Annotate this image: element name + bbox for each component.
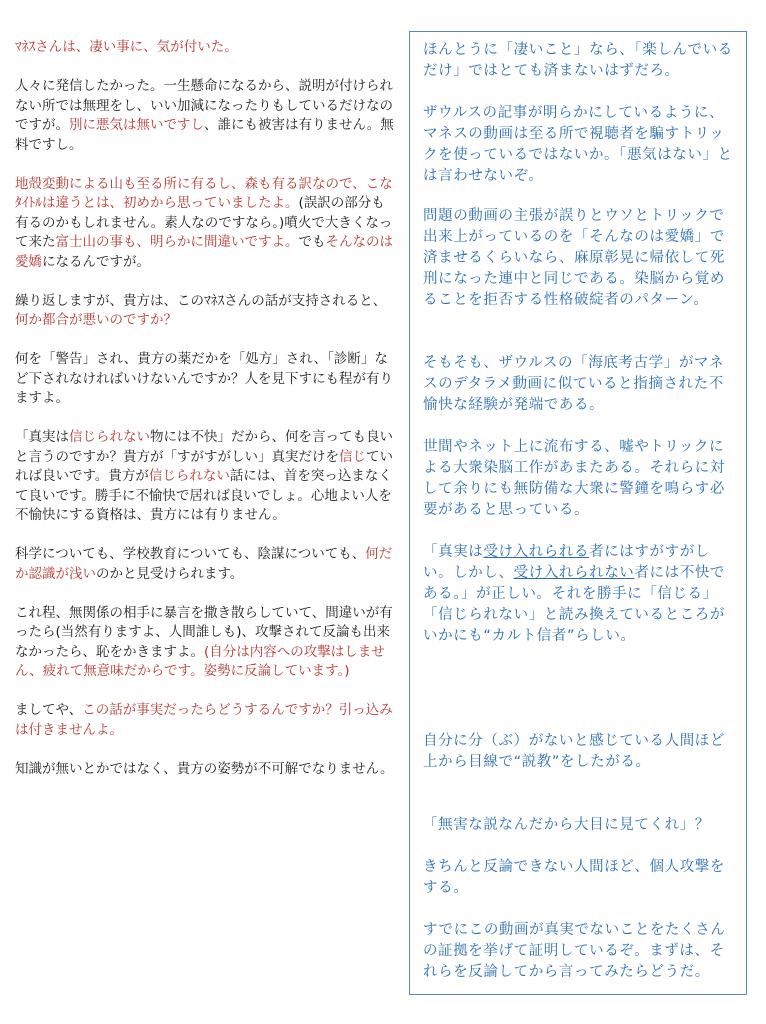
text-run: 話には、首を突っ込まなくて良いです。 bbox=[15, 468, 392, 504]
text-run: (誤訳の部分も有るのかもしれません。素人なのですなら。) bbox=[15, 195, 385, 231]
rebuttal-7: 自分に分（ぶ）がないと感じている人間ほど上から目線で“説教”をしたがる。 bbox=[423, 733, 725, 770]
text-run: 貴方が bbox=[108, 468, 149, 484]
highlighted-text: ﾏﾈｽさんは、凄い事に、気が付いた。 bbox=[15, 39, 238, 55]
highlighted-text: 信じ bbox=[339, 448, 366, 465]
highlighted-text: 別に悪気は無いですし bbox=[69, 117, 204, 133]
text-run: 勝手に不愉快で居れば良いでしょ。 bbox=[94, 487, 311, 504]
left-paragraph-8 bbox=[15, 604, 395, 682]
text-run: ていれば良いです。 bbox=[15, 448, 393, 484]
text-run: これ程、無関係の相手に暴言を撒き散らしていて、間違いが有ったら(当然有りますよ、人間誰しも)、攻撃されて反論も出来なかったら、恥をかきますよ。 bbox=[15, 604, 393, 660]
text-run: 噴火で大きくなって来た bbox=[15, 214, 393, 250]
highlighted-text: そんなのは愛嬌 bbox=[15, 234, 393, 270]
highlighted-text: (自分は内容への攻撃はしません、疲れて無意味だからです。姿勢に反論しています。) bbox=[15, 643, 385, 679]
rebuttal-2: ザウルスの記事が明らかにしているように、マネスの動画は至る所で視聴者を騙すトリックを使っているではないか。「悪気はない」とは言わせないぞ。 bbox=[423, 105, 733, 184]
highlighted-text: 信じられない bbox=[148, 468, 230, 484]
left-paragraph-6 bbox=[15, 428, 395, 526]
text-run: 人々に発信したかった。 bbox=[15, 78, 164, 94]
rebuttal-8: 「無害な説なんだから大目に見てくれ」？ bbox=[423, 817, 710, 833]
text-run: 何を「警告」され、貴方の薬だかを「処方」され、「診断」など下されなければいけないんですか？ bbox=[15, 351, 388, 387]
text-run: になるんですが。 bbox=[42, 253, 150, 270]
rebuttal-10: すでにこの動画が真実でないことをたくさんの証拠を挙げて証明しているぞ。まずは、それらを反論してから言ってみたらどうだ。 bbox=[423, 922, 726, 980]
rebuttal-6 bbox=[423, 542, 736, 647]
rebuttal-6-underlined-1: 受け入れられる bbox=[483, 544, 590, 560]
text-run: 「真実は bbox=[15, 429, 69, 445]
text-run: のかと見受けられます。 bbox=[96, 565, 244, 582]
left-paragraph-10 bbox=[15, 760, 395, 780]
left-paragraph-3 bbox=[15, 175, 395, 273]
text-run: 、誰にも被害は有りません。無料ですし。 bbox=[15, 117, 394, 153]
highlighted-text: 地殻変動による山も至る所に有るし、森も有る訳なので、こなﾀｲﾄﾙは違うとは、初めから思っていましたよ。 bbox=[15, 175, 393, 211]
left-paragraph-4 bbox=[15, 292, 395, 331]
left-paragraph-9 bbox=[15, 701, 395, 740]
rebuttal-box bbox=[409, 31, 747, 995]
left-paragraph-2 bbox=[15, 77, 395, 155]
text-run: でも bbox=[298, 234, 326, 250]
highlighted-text: この話が事実だったらどうするんですか？引っ込みは付きませんよ。 bbox=[15, 702, 393, 738]
highlighted-text: 何か都合が悪いのですか？ bbox=[15, 312, 177, 328]
rebuttal-1: ほんとうに「凄いこと」なら、「楽しんでいるだけ」ではとても済まないはずだろ。 bbox=[423, 42, 733, 79]
text-run: 知識が無いとかではなく、貴方の姿勢が不可解でなりません。 bbox=[15, 760, 394, 777]
highlighted-text: 信じられない bbox=[69, 429, 150, 445]
text-run: 繰り返しますが、貴方は、このﾏﾈｽさんの話が支持されると、 bbox=[15, 292, 387, 309]
text-run: 科学についても、学校教育についても、陰謀についても、 bbox=[15, 546, 366, 562]
highlighted-text: 何だか認識が浅い bbox=[15, 546, 393, 582]
rebuttal-3: 問題の動画の主張が誤りとウソとトリックで出来上がっているのを「そんなのは愛嬌」で済ませるくらいなら、麻原彰晃に帰依して死刑になった連中と同じである。染脳から覚めることを拒否する性格破綻者のパターン。 bbox=[423, 208, 725, 308]
left-column-text bbox=[15, 38, 395, 799]
left-paragraph-1 bbox=[15, 38, 395, 58]
left-paragraph-7 bbox=[15, 545, 395, 584]
rebuttal-6-part-1: 「真実は bbox=[423, 544, 484, 560]
rebuttal-9: きちんと反論できない人間ほど、個人攻撃をする。 bbox=[423, 859, 725, 896]
text-run: ましてや、 bbox=[15, 702, 83, 718]
text-run: 心地よい人を不愉快にする資格は、貴方には有りません。 bbox=[15, 487, 392, 523]
text-run: 貴方が「すがすがしい」真実だけを bbox=[123, 448, 339, 465]
text-run: 一生懸命になるから、説明が付けられない所では無理をし、いい加減になったりもしているだけなのですが。 bbox=[15, 78, 393, 133]
text-run: 人を見下すにも程が有りますよ。 bbox=[15, 370, 393, 406]
rebuttal-6-part-2: 者にはすがすがしい。しかし、 bbox=[423, 544, 710, 581]
highlighted-text: 富士山の事も、明らかに間違いですよ。 bbox=[55, 234, 299, 250]
rebuttal-5: 世間やネット上に流布する、嘘やトリックによる大衆染脳工作があまたある。それらに対して余りにも無防備な大衆に警鐘を鳴らす必要があると思っている。 bbox=[423, 439, 725, 518]
rebuttal-4: そもそも、ザウルスの「海底考古学」がマネスのデタラメ動画に似ていると指摘された不愉快な経験が発端である。 bbox=[423, 355, 725, 413]
left-paragraph-5 bbox=[15, 350, 395, 409]
rebuttal-6-underlined-2: 受け入れられない bbox=[513, 565, 635, 581]
text-run: 物には不快」だから、何を言っても良いと言うのですか？ bbox=[15, 429, 393, 465]
rebuttal-6-part-3: 者には不快である。」が正しい。それを勝手に「信じる」「信じられない」と読み換えているところがいかにも“カルト信者”らしい。 bbox=[423, 565, 726, 644]
